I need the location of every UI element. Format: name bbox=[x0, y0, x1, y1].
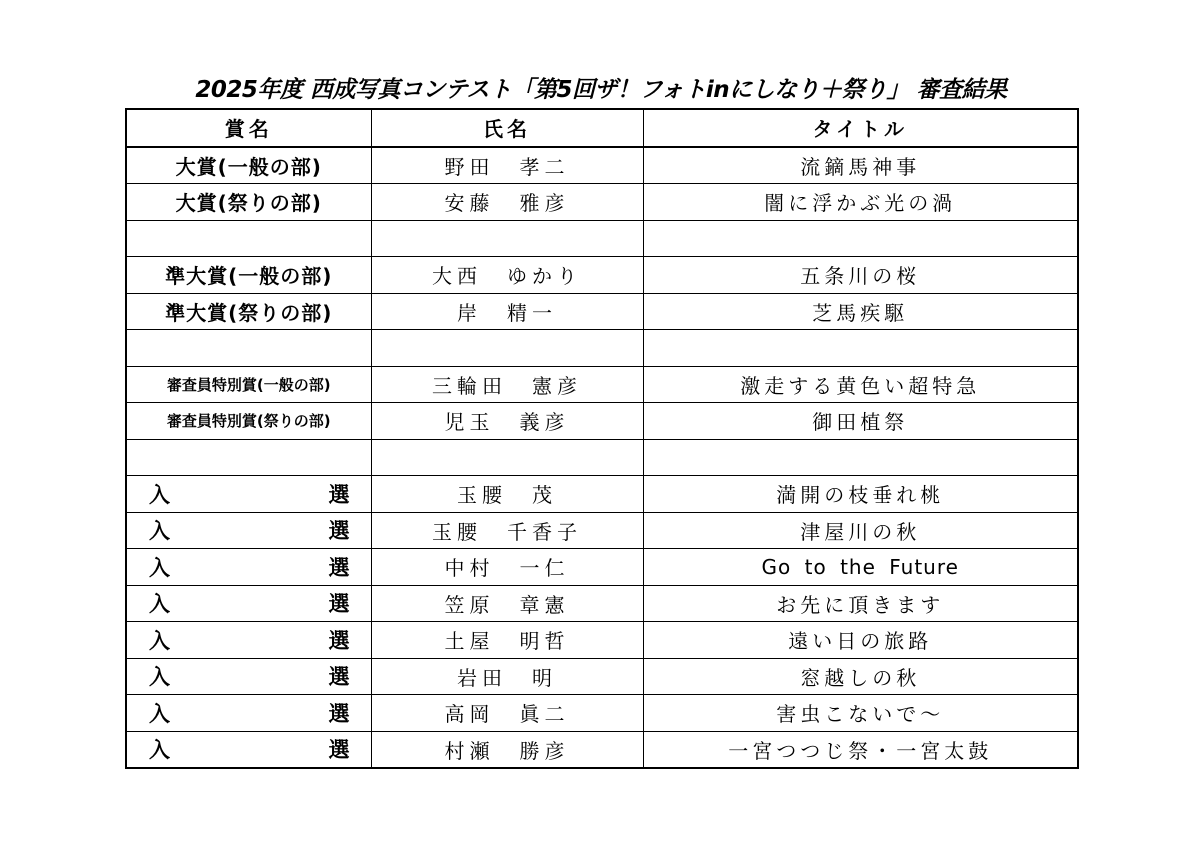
name-cell: 三輪田 憲彦 bbox=[371, 366, 643, 403]
work-title-cell: 遠い日の旅路 bbox=[643, 622, 1078, 659]
award-cell: 入選 bbox=[126, 622, 371, 659]
name-cell bbox=[371, 330, 643, 367]
name-cell: 岩田 明 bbox=[371, 658, 643, 695]
table-row-empty bbox=[126, 439, 1078, 476]
table-row bbox=[126, 512, 1078, 549]
award-cell: 入選 bbox=[126, 731, 371, 768]
name-cell: 中村 一仁 bbox=[371, 549, 643, 586]
header-award: 賞名 bbox=[126, 109, 371, 147]
table-row bbox=[126, 549, 1078, 586]
table-header-row bbox=[126, 109, 1078, 147]
award-cell: 入選 bbox=[126, 512, 371, 549]
name-cell: 児玉 義彦 bbox=[371, 403, 643, 440]
award-cell: 審査員特別賞(祭りの部) bbox=[126, 403, 371, 440]
work-title-cell bbox=[643, 439, 1078, 476]
work-title-cell: 害虫こないで～ bbox=[643, 695, 1078, 732]
name-cell: 大西 ゆかり bbox=[371, 257, 643, 294]
header-name: 氏名 bbox=[371, 109, 643, 147]
name-cell bbox=[371, 220, 643, 257]
name-cell: 野田 孝二 bbox=[371, 147, 643, 184]
award-cell: 入選 bbox=[126, 585, 371, 622]
award-cell: 準大賞(祭りの部) bbox=[126, 293, 371, 330]
table-row bbox=[126, 403, 1078, 440]
award-cell: 大賞(一般の部) bbox=[126, 147, 371, 184]
table-row bbox=[126, 622, 1078, 659]
award-cell: 大賞(祭りの部) bbox=[126, 184, 371, 221]
table-row bbox=[126, 147, 1078, 184]
page-title: 2025年度 西成写真コンテスト「第5回ザ！フォトinにしなり＋祭り」 審査結果 bbox=[195, 77, 1007, 103]
table-row bbox=[126, 476, 1078, 513]
work-title-cell: 芝馬疾駆 bbox=[643, 293, 1078, 330]
award-cell: 入選 bbox=[126, 549, 371, 586]
results-table bbox=[125, 108, 1079, 769]
table-row bbox=[126, 293, 1078, 330]
name-cell: 岸 精一 bbox=[371, 293, 643, 330]
table-row bbox=[126, 658, 1078, 695]
table-row bbox=[126, 585, 1078, 622]
name-cell: 笠原 章憲 bbox=[371, 585, 643, 622]
award-cell: 準大賞(一般の部) bbox=[126, 257, 371, 294]
award-cell: 入選 bbox=[126, 695, 371, 732]
award-cell bbox=[126, 439, 371, 476]
header-title: タイトル bbox=[643, 109, 1078, 147]
work-title-cell bbox=[643, 330, 1078, 367]
name-cell: 玉腰 千香子 bbox=[371, 512, 643, 549]
work-title-cell: 流鏑馬神事 bbox=[643, 147, 1078, 184]
award-cell: 審査員特別賞(一般の部) bbox=[126, 366, 371, 403]
table-row-empty bbox=[126, 330, 1078, 367]
award-cell bbox=[126, 220, 371, 257]
table-row bbox=[126, 695, 1078, 732]
work-title-cell: 窓越しの秋 bbox=[643, 658, 1078, 695]
work-title-cell: 満開の枝垂れ桃 bbox=[643, 476, 1078, 513]
table-row bbox=[126, 184, 1078, 221]
work-title-cell: 闇に浮かぶ光の渦 bbox=[643, 184, 1078, 221]
name-cell bbox=[371, 439, 643, 476]
award-cell: 入選 bbox=[126, 476, 371, 513]
award-cell bbox=[126, 330, 371, 367]
work-title-cell: 激走する黄色い超特急 bbox=[643, 366, 1078, 403]
work-title-cell: 一宮つつじ祭・一宮太鼓 bbox=[643, 731, 1078, 768]
award-cell: 入選 bbox=[126, 658, 371, 695]
table-row bbox=[126, 366, 1078, 403]
name-cell: 安藤 雅彦 bbox=[371, 184, 643, 221]
work-title-cell: 津屋川の秋 bbox=[643, 512, 1078, 549]
work-title-cell: Go to the Future bbox=[643, 549, 1078, 586]
name-cell: 村瀬 勝彦 bbox=[371, 731, 643, 768]
name-cell: 土屋 明哲 bbox=[371, 622, 643, 659]
name-cell: 高岡 眞二 bbox=[371, 695, 643, 732]
work-title-cell bbox=[643, 220, 1078, 257]
table-row bbox=[126, 731, 1078, 768]
table-row-empty bbox=[126, 220, 1078, 257]
work-title-cell: 五条川の桜 bbox=[643, 257, 1078, 294]
work-title-cell: 御田植祭 bbox=[643, 403, 1078, 440]
name-cell: 玉腰 茂 bbox=[371, 476, 643, 513]
work-title-cell: お先に頂きます bbox=[643, 585, 1078, 622]
table-row bbox=[126, 257, 1078, 294]
